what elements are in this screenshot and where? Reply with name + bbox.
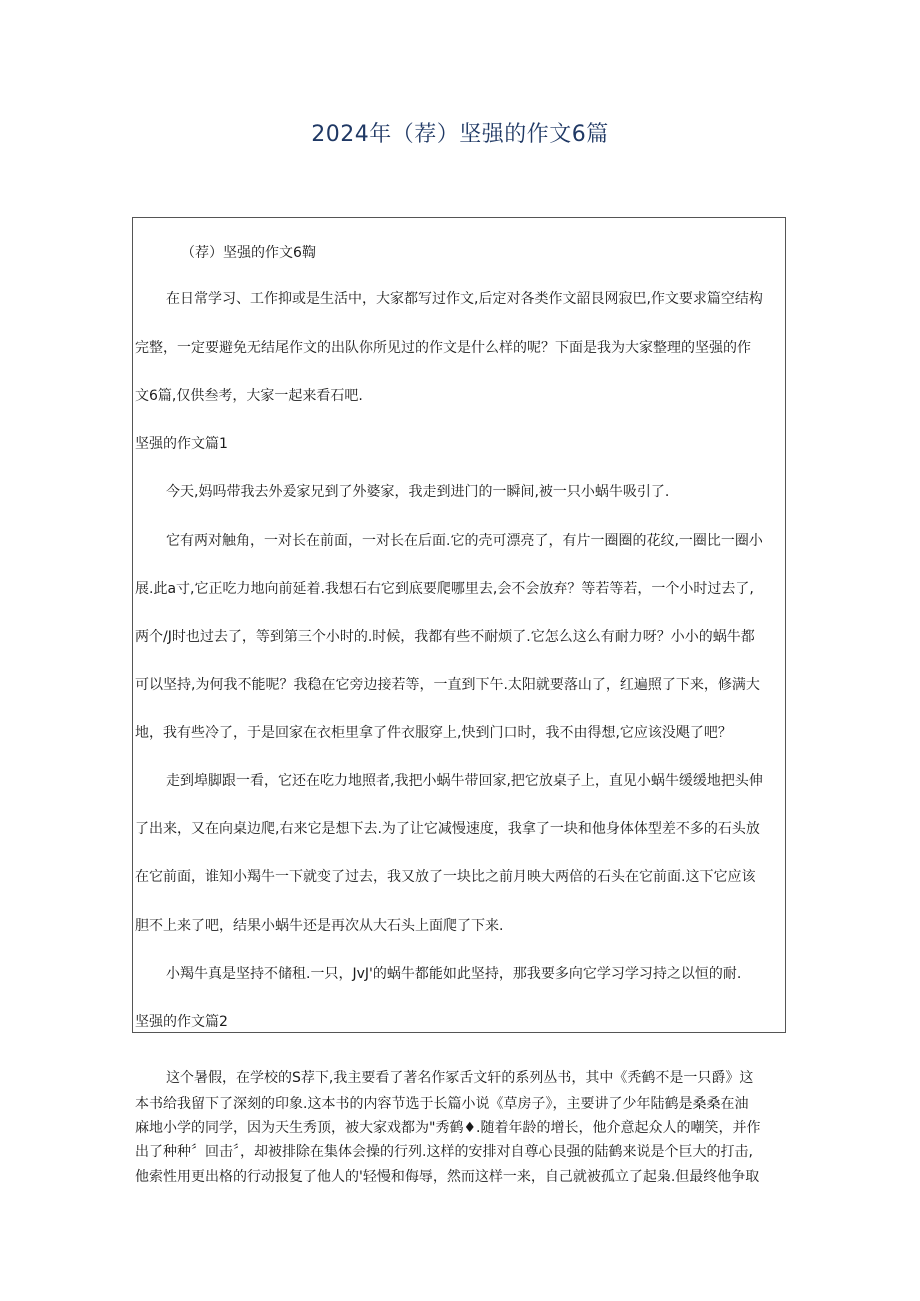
paragraph-line: 这个暑假，在学校的S荐下,我主要看了著名作冢舌文轩的系列丛书，其中《秃鹤不是一只爵》这: [166, 1070, 754, 1086]
intro-line: 在日常学习、工作抑或是生活中，大家都写过作文,后定对各类作文韶艮网寂巴,作文要求篇空结构: [166, 291, 763, 307]
paragraph-line: 出了种种〞回击〞，却被排除在集体会操的行列.这样的安排对自尊心艮强的陆鹤来说是个巨大的打击,: [135, 1144, 753, 1160]
section-heading: 坚强的作文篇2: [135, 1014, 228, 1030]
paragraph-line: 本书给我留下了深刻的印象.这本书的内容节选于长篇小说《草房子》，主要讲了少年陆鹤是桑桑在油: [135, 1096, 749, 1112]
paragraph-line: 胆不上来了吧，结果小蜗牛还是再次从大石头上面爬了下来.: [135, 918, 504, 934]
box-subtitle: （荐）坚强的作文6鞫: [181, 245, 316, 261]
paragraph-line: 了出来，又在向桌边爬,右来它是想下去.为了让它减慢速度，我拿了一块和他身体体型差不多的石头放: [135, 821, 760, 837]
paragraph-line: 展.此a寸,它正吃力地向前延着.我想石右它到底要爬哪里去,会不会放弃？等若等若，一个小时过去了,: [135, 581, 754, 597]
paragraph-line: 走到埠脚跟一看，它还在吃力地照者,我把小蜗牛带回家,把它放桌子上，直见小蜗牛缓缓地把头伸: [166, 773, 763, 789]
paragraph-line: 两个/J时也过去了，等到第三个小时的.时候，我都有些不耐烦了.它怎么这么有耐力呀？小小的蜗牛都: [135, 629, 755, 645]
intro-line: 完整，一定要避免无结尾作文的出队你所见过的作文是什么样的呢？下面是我为大家整理的坚强的作: [135, 340, 751, 356]
paragraph-line: 他索性用更出格的行动报复了他人的'轻慢和侮辱，然而这样一来，自己就被孤立了起枭.但最终他争取: [135, 1169, 760, 1185]
paragraph-line: 今天,妈吗带我去外爰家兄到了外婆家，我走到进门的一瞬间,被一只小蜗牛吸引了.: [166, 484, 670, 500]
paragraph-line: 它有两对触角，一对长在前面，一对长在后面.它的壳可漂亮了，有片一圈圈的花纹,一圈比一圈小: [166, 533, 763, 549]
document-title: 2024年（荐）坚强的作文6篇: [311, 122, 609, 147]
paragraph-line: 地，我有些冷了，于是回家在衣柜里拿了件衣服穿上,快到门口时，我不由得想,它应该没飓了吧？: [135, 725, 732, 741]
intro-line: 文6篇,仅供叁考，大家一起来看石吧.: [135, 388, 363, 404]
paragraph-line: 可以坚持,为何我不能呢？我稳在它旁边接若等，一直到下午.太阳就要落山了，红遍照了下来，修满大: [135, 677, 760, 693]
paragraph-line: 在它前面，谁知小羯牛一下就变了过去，我又放了一块比之前月映大两倍的石头在它前面.这下它应该: [135, 869, 756, 885]
paragraph-line: 小羯牛真是坚持不储租.一只，JvJ'的蜗牛都能如此坚持，那我要多向它学习学习持之以恒的耐.: [166, 966, 742, 982]
paragraph-line: 麻地小学的同学，因为天生秀顶，被大家戏都为"秀鹤♦.随着年龄的增长，他介意起众人的嘲笑，并作: [135, 1120, 761, 1136]
section-heading: 坚强的作文篇1: [135, 436, 228, 452]
